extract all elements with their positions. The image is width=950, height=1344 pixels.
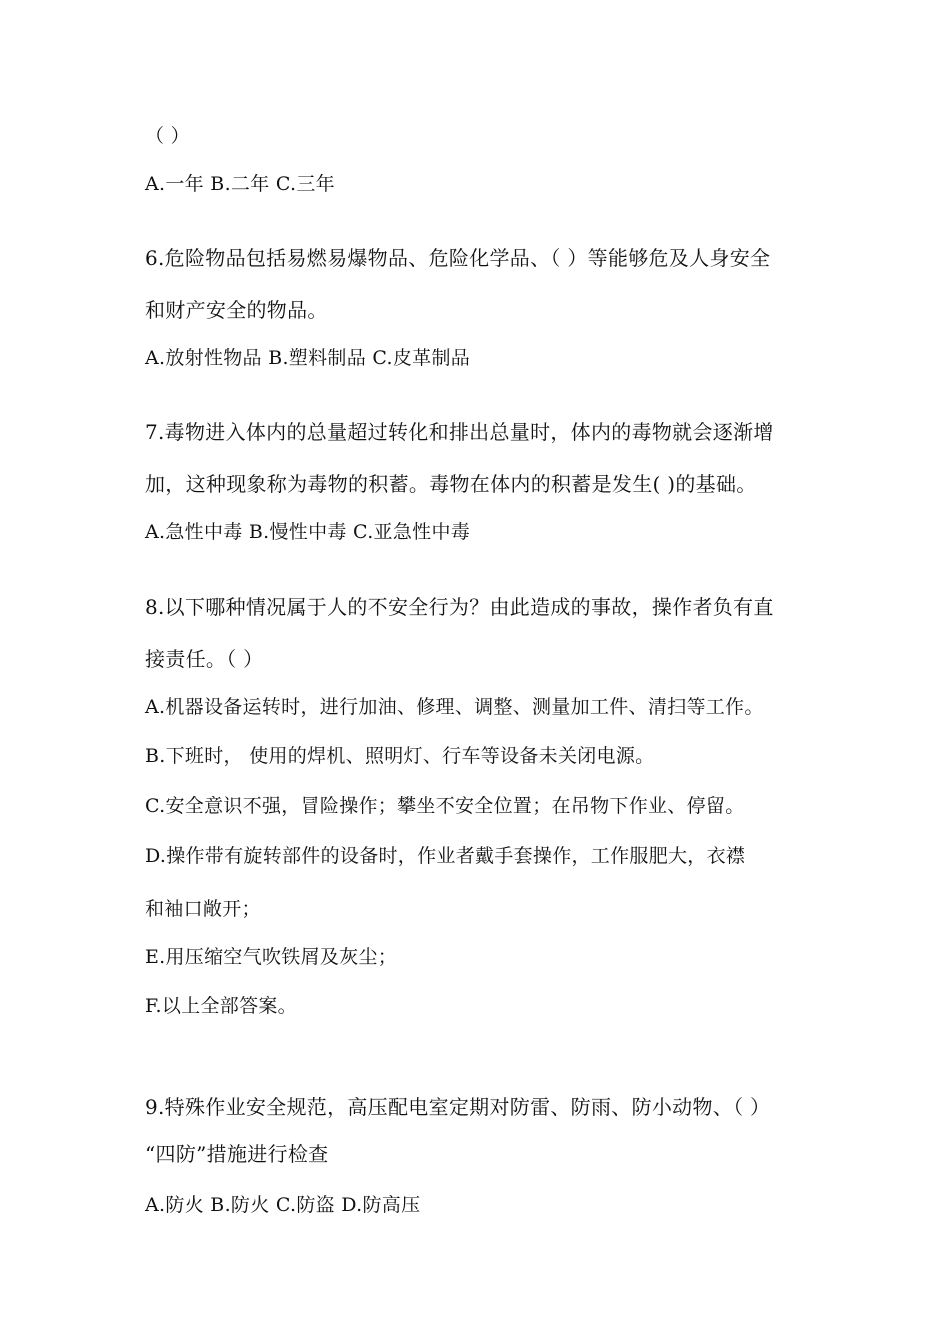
q9-options: A.防火 B.防火 C.防盗 D.防高压 (145, 1194, 421, 1216)
q8-option-c: C.安全意识不强，冒险操作；攀坐不安全位置；在吊物下作业、停留。 (145, 795, 745, 817)
q8-option-f: F.以上全部答案。 (145, 995, 297, 1017)
q7-text-line1: 7.毒物进入体内的总量超过转化和排出总量时，体内的毒物就会逐渐增 (145, 420, 774, 444)
q8-option-b: B.下班时， 使用的焊机、照明灯、行车等设备未关闭电源。 (145, 745, 655, 767)
q7-text-line2: 加，这种现象称为毒物的积蓄。毒物在体内的积蓄是发生( )的基础。 (145, 472, 757, 496)
q8-option-a: A.机器设备运转时，进行加油、修理、调整、测量加工件、清扫等工作。 (145, 696, 764, 718)
q8-option-e: E.用压缩空气吹铁屑及灰尘； (145, 946, 398, 968)
q6-text-line2: 和财产安全的物品。 (145, 298, 328, 322)
q9-text-line2: “四防”措施进行检查 (145, 1142, 329, 1166)
q8-option-d-line1: D.操作带有旋转部件的设备时，作业者戴手套操作，工作服肥大，衣襟 (145, 845, 746, 867)
q6-options: A.放射性物品 B.塑料制品 C.皮革制品 (145, 347, 471, 369)
q9-text-line1: 9.特殊作业安全规范，高压配电室定期对防雷、防雨、防小动物、（ ） (145, 1095, 771, 1119)
q8-option-d-line2: 和袖口敞开； (145, 898, 261, 920)
q8-text-line2: 接责任。（ ） (145, 647, 264, 671)
q5-options: A.一年 B.二年 C.三年 (145, 173, 335, 195)
q5-answer-blank: （ ） (145, 125, 190, 147)
q6-text-line1: 6.危险物品包括易燃易爆物品、危险化学品、（ ）等能够危及人身安全 (145, 246, 771, 270)
q7-options: A.急性中毒 B.慢性中毒 C.亚急性中毒 (145, 521, 471, 543)
q8-text-line1: 8.以下哪种情况属于人的不安全行为？由此造成的事故，操作者负有直 (145, 595, 774, 619)
